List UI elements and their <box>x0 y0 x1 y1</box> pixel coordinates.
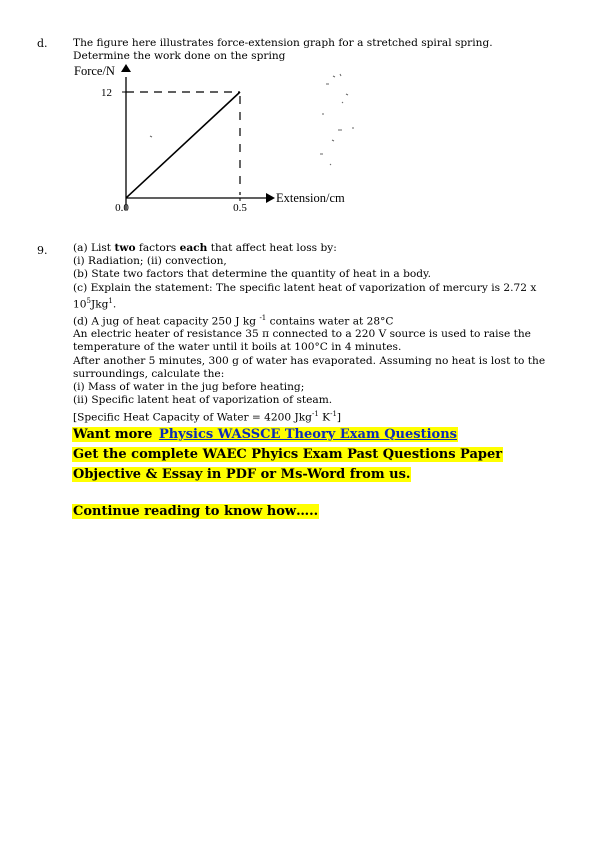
promo-continue <box>72 500 503 520</box>
y-axis-label: Force/N <box>74 64 115 78</box>
y-tick-label-12: 12 <box>101 87 112 99</box>
q9-line-d: (d) A jug of heat capacity 250 J kg $^{-1}$ contains water at 28°C <box>73 313 394 328</box>
q9-line-d-4: After another 5 minutes, 300 g of water has evaporated. Assuming no heat is lost to the <box>73 354 546 367</box>
question-9-body <box>73 242 545 424</box>
force-extension-graph <box>70 60 370 220</box>
question-d-line-2: Determine the work done on the spring <box>73 50 286 62</box>
q9-line-a: (a) List two factors each that affect heat loss by: <box>73 242 337 254</box>
promo-line-2: Get the complete WAEC Phyics Exam Past Questions Paper <box>73 447 503 462</box>
q9-line-d-ii: (ii) Specific latent heat of vaporization of steam. <box>73 394 333 407</box>
x-axis-label: Extension/cm <box>276 191 345 205</box>
q9-line-d-2: An electric heater of resistance 35 π connected to a 220 V source is used to raise the <box>73 328 531 341</box>
scan-noise <box>150 74 354 165</box>
x-tick-label-0: 0.0 <box>115 202 129 214</box>
continue-reading-text: Continue reading to know how….. <box>73 504 319 519</box>
y-axis-arrow-icon <box>121 64 131 72</box>
promo-line-1 <box>72 423 503 443</box>
q9-line-c: (c) Explain the statement: The specific latent heat of vaporization of mercury is 2.72 x <box>73 281 537 294</box>
q9-line-d-i: (i) Mass of water in the jug before heating; <box>73 381 305 394</box>
question-d-line-1: The figure here illustrates force-extension graph for a stretched spiral spring. <box>73 37 493 49</box>
q9-line-b: (b) State two factors that determine the quantity of heat in a body. <box>73 268 431 281</box>
q9-line-given: [Specific Heat Capacity of Water = 4200 Jkg$^{-1}$ $K^{-1}$] <box>73 409 342 424</box>
want-more-text: Want more <box>73 427 157 442</box>
promo-line-3: Objective & Essay in PDF or Ms-Word from us. <box>73 467 411 482</box>
q9-line-a-items: (i) Radiation; (ii) convection, <box>73 255 227 268</box>
question-d-number: d. <box>37 37 48 50</box>
question-9-number: 9. <box>37 244 48 257</box>
series-spring-line <box>126 92 240 198</box>
physics-wassce-link[interactable]: Physics WASSCE Theory Exam Questions <box>158 427 457 442</box>
q9-line-d-5: surroundings, calculate the: <box>73 367 225 380</box>
x-axis-arrow-icon <box>266 193 275 203</box>
q9-line-d-3: temperature of the water until it boils at 100°C in 4 minutes. <box>73 341 402 354</box>
x-tick-label-0-5: 0.5 <box>233 202 247 214</box>
promo-block <box>72 423 503 520</box>
q9-line-c-cont: $10^5Jkg^1$. <box>73 296 117 311</box>
